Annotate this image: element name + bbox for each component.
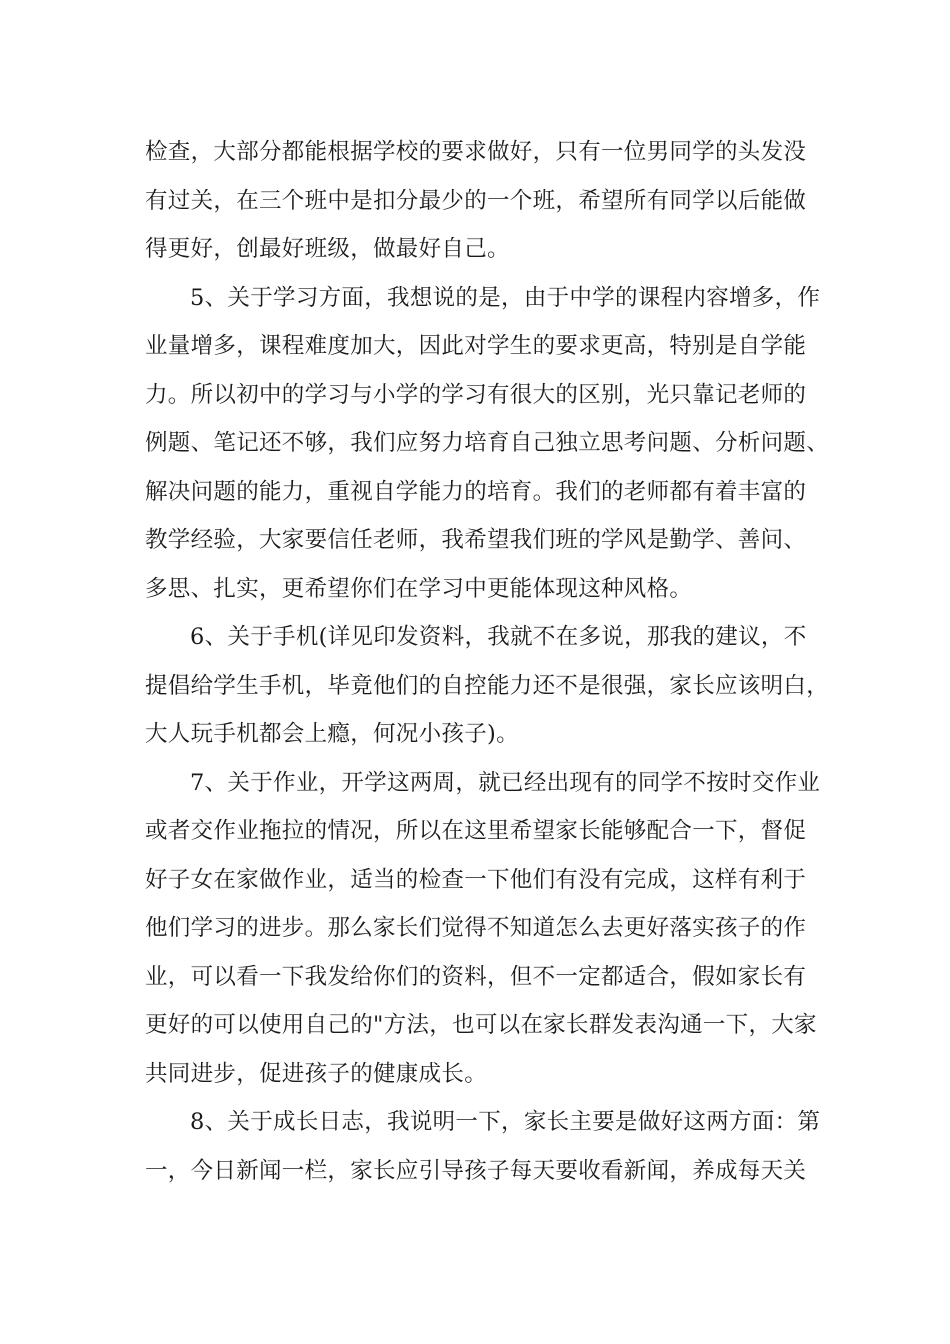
text-line: 有过关，在三个班中是扣分最少的一个班，希望所有同学以后能做 <box>145 187 807 214</box>
paragraph-5-first-line: 5、关于学习方面，我想说的是，由于中学的课程内容增多，作 <box>190 284 821 311</box>
text-line: 或者交作业拖拉的情况，所以在这里希望家长能够配合一下，督促 <box>145 818 807 844</box>
text-line: 力。所以初中的学习与小学的学习有很大的区别，光只靠记老师的 <box>145 381 807 408</box>
text-line: 检查，大部分都能根据学校的要求做好，只有一位男同学的头发没 <box>145 139 807 165</box>
text-line: 一，今日新闻一栏，家长应引导孩子每天要收看新闻，养成每天关 <box>145 1157 807 1184</box>
paragraph-7-first-line: 7、关于作业，开学这两周，就已经出现有的同学不按时交作业 <box>190 769 821 796</box>
paragraph-8-first-line: 8、关于成长日志，我说明一下，家长主要是做好这两方面：第 <box>190 1109 821 1135</box>
document-body <box>145 128 830 1195</box>
text-line: 多思、扎实，更希望你们在学习中更能体现这种风格。 <box>145 575 693 602</box>
text-line: 教学经验，大家要信任老师，我希望我们班的学风是勤学、善问、 <box>145 527 807 553</box>
text-line: 他们学习的进步。那么家长们觉得不知道怎么去更好落实孩子的作 <box>145 915 807 941</box>
text-line: 业量增多，课程难度加大，因此对学生的要求更高，特别是自学能 <box>145 333 807 359</box>
text-line: 业，可以看一下我发给你们的资料，但不一定都适合，假如家长有 <box>145 963 807 990</box>
text-line: 例题、笔记还不够，我们应努力培育自己独立思考问题、分析问题、 <box>145 430 830 456</box>
paragraph-6-first-line: 6、关于手机(详见印发资料，我就不在多说，那我的建议，不 <box>190 624 807 650</box>
text-line: 好子女在家做作业，适当的检查一下他们有没有完成，这样有利于 <box>145 866 807 893</box>
text-line: 提倡给学生手机，毕竟他们的自控能力还不是很强，家长应该明白， <box>145 672 830 699</box>
text-line: 共同进步，促进孩子的健康成长。 <box>145 1060 488 1087</box>
text-line: 解决问题的能力，重视自学能力的培育。我们的老师都有着丰富的 <box>145 478 807 505</box>
text-line: 更好的可以使用自己的"方法，也可以在家长群发表沟通一下，大家 <box>145 1012 817 1038</box>
text-line: 得更好，创最好班级，做最好自己。 <box>145 236 510 262</box>
text-line: 大人玩手机都会上瘾，何况小孩子)。 <box>145 721 519 747</box>
